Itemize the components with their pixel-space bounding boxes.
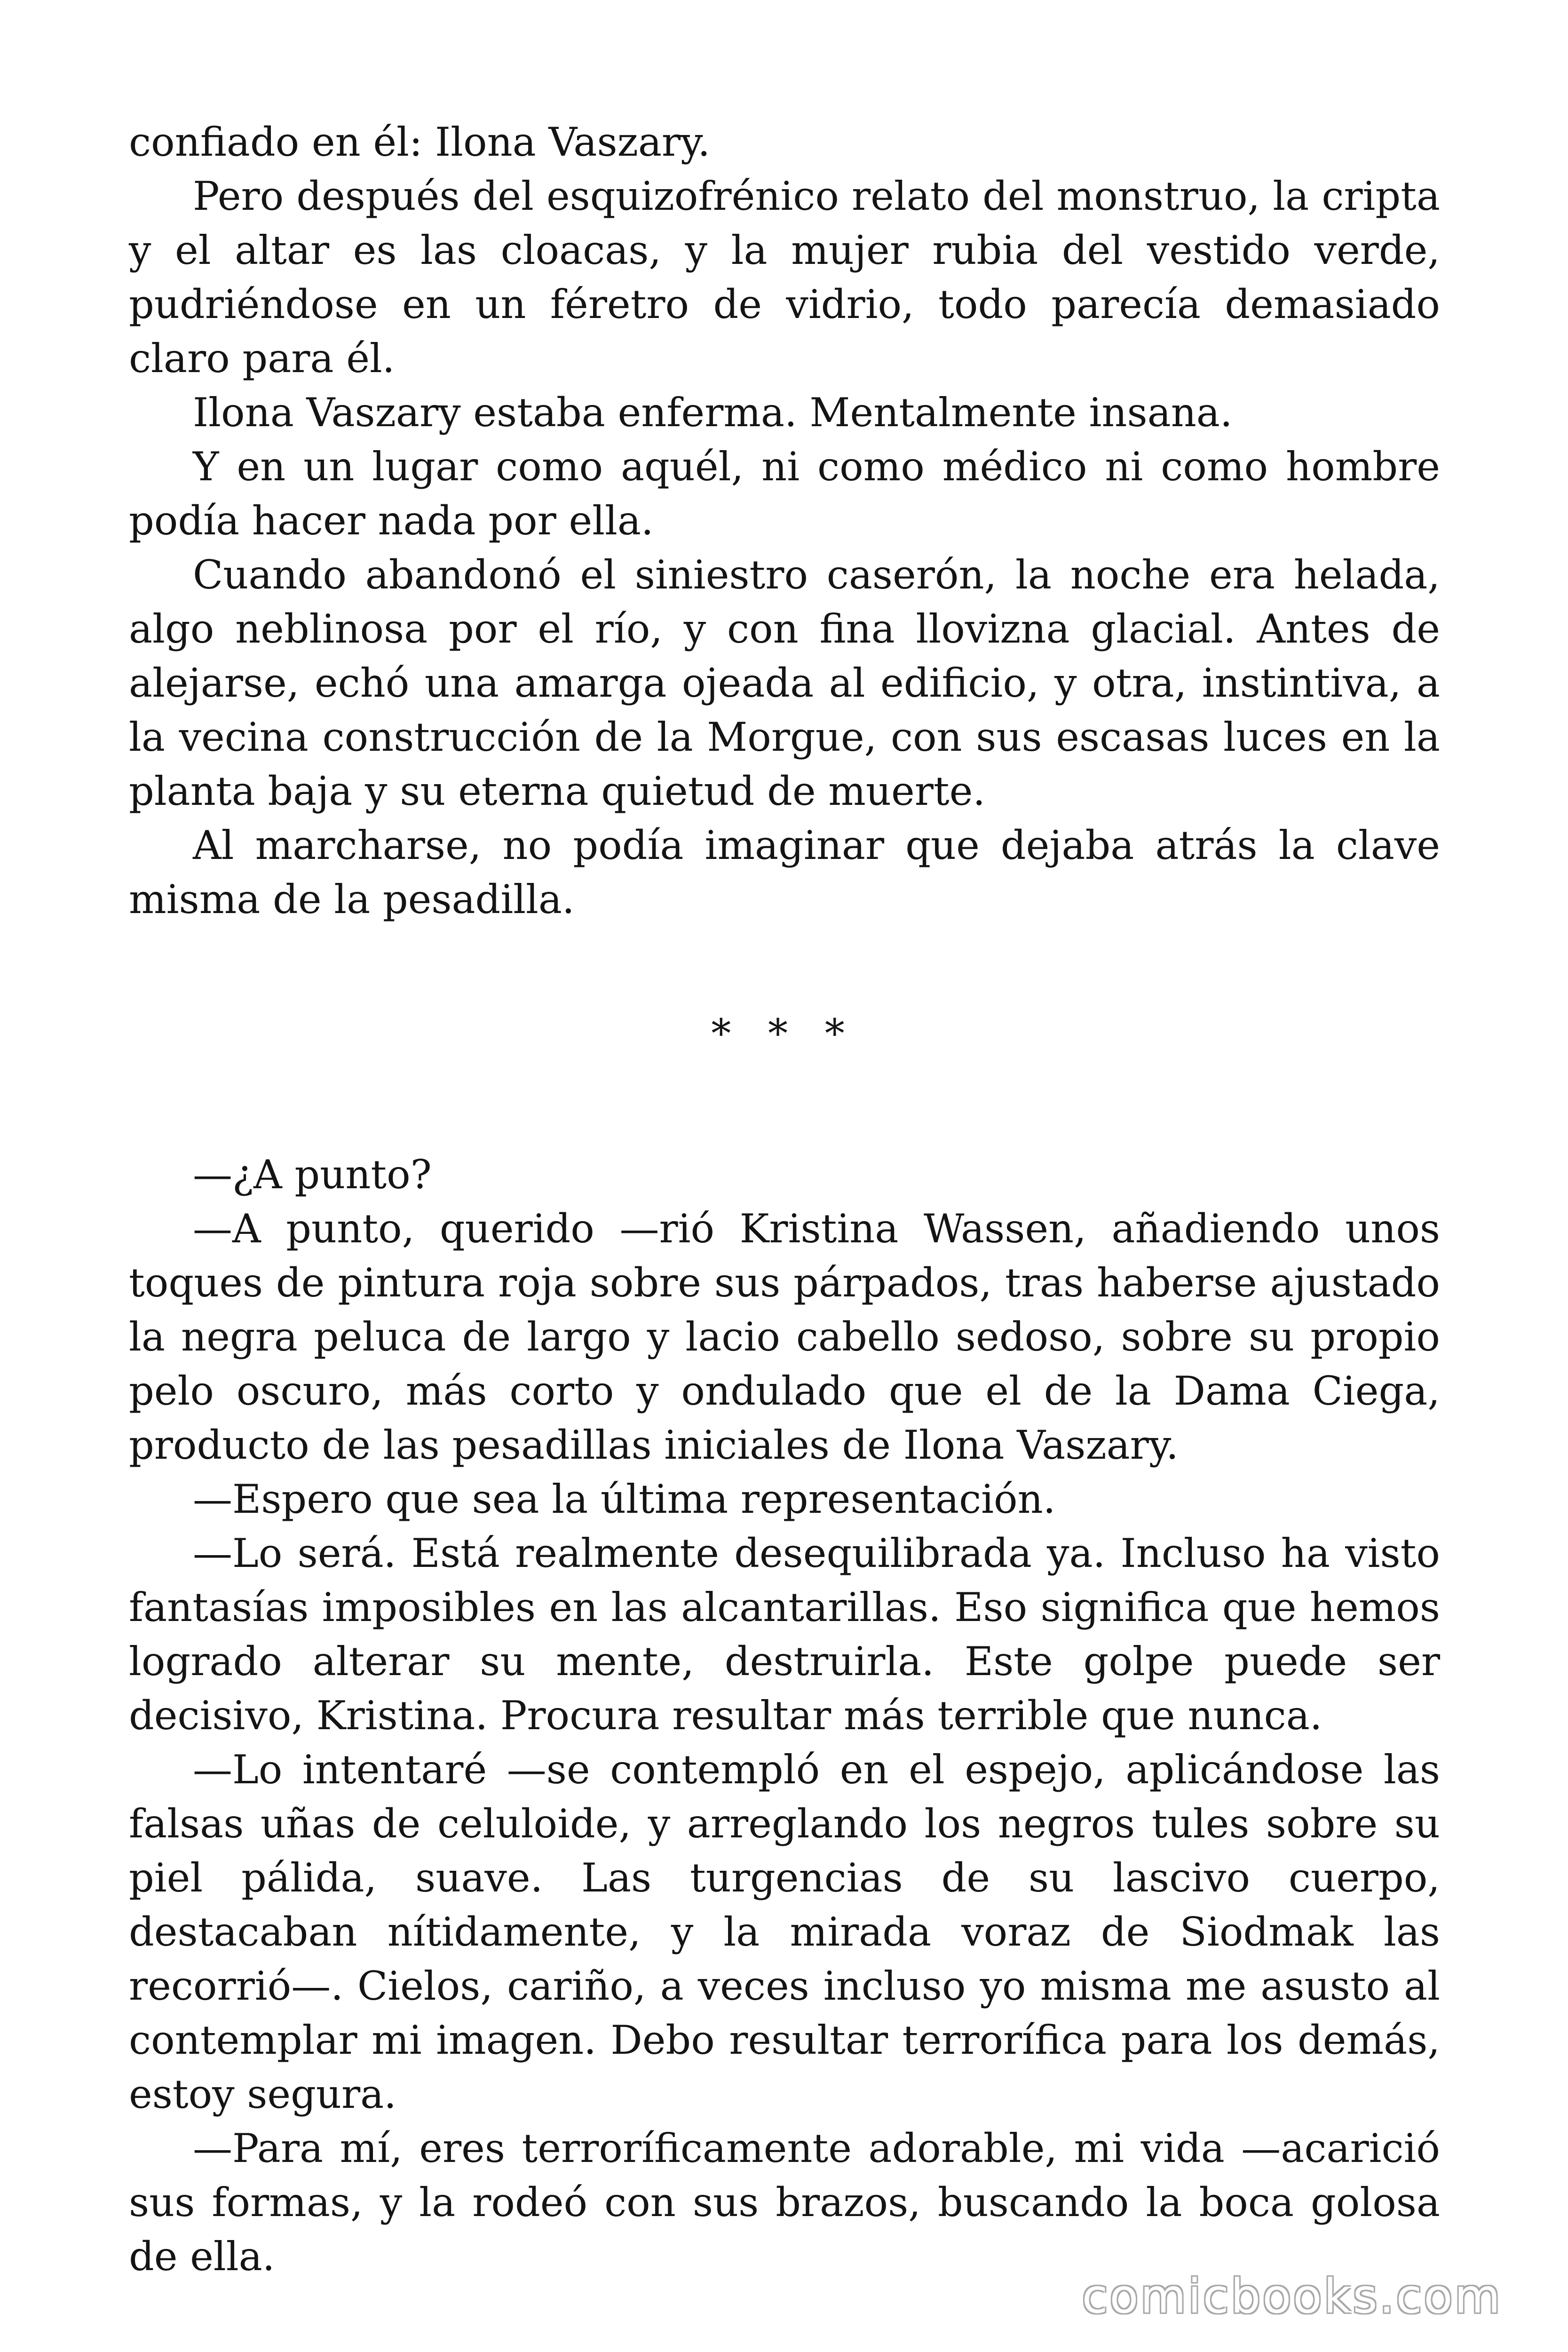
dialogue-paragraph: —A punto, querido —rió Kristina Wassen, añadiendo unos toques de pintura roja sobre sus párpados, tras haberse ajustado la negra peluca de largo y lacio cabello sedoso, sobre su propio pelo oscuro, más corto y ondulado que el de la Dama Ciega, producto de las pesadillas iniciales de Ilona Vaszary. <box>129 1206 1440 1468</box>
paragraph: Pero después del esquizofrénico relato del monstruo, la cripta y el altar es las cloacas, y la mujer rubia del vestido verde, pudriéndose en un féretro de vidrio, todo parecía demasiado claro para él. <box>129 173 1440 381</box>
top-text-section <box>129 115 1440 927</box>
watermark-logo: comicbooks.com <box>1082 2269 1502 2324</box>
paragraph: Y en un lugar como aquél, ni como médico ni como hombre podía hacer nada por ella. <box>129 444 1440 544</box>
bottom-text-section <box>129 1148 1440 2284</box>
paragraph: Ilona Vaszary estaba enferma. Mentalmente insana. <box>193 389 1233 436</box>
paragraph-continuation: confiado en él: Ilona Vaszary. <box>129 119 711 165</box>
section-separator: * * * <box>711 1010 857 1057</box>
dialogue-paragraph: —Espero que sea la última representación. <box>193 1476 1056 1522</box>
dialogue-paragraph: —Lo intentaré —se contempló en el espejo, aplicándose las falsas uñas de celuloide, y arreglando los negros tules sobre su piel pálida, suave. Las turgencias de su lascivo cuerpo, destacaban nítidamente, y la mirada voraz de Siodmak las recorrió—. Cielos, cariño, a veces incluso yo misma me asusto al contemplar mi imagen. Debo resultar terrorífica para los demás, estoy segura. <box>129 1747 1440 2117</box>
paragraph: Al marcharse, no podía imaginar que dejaba atrás la clave misma de la pesadilla. <box>129 822 1440 922</box>
dialogue-paragraph: —Lo será. Está realmente desequilibrada ya. Incluso ha visto fantasías imposibles en las alcantarillas. Eso significa que hemos logrado alterar su mente, destruirla. Este golpe puede ser decisivo, Kristina. Procura resultar más terrible que nunca. <box>129 1530 1440 1739</box>
dialogue-paragraph: —Para mí, eres terroríficamente adorable, mi vida —acarició sus formas, y la rodeó con sus brazos, buscando la boca golosa de ella. <box>129 2125 1440 2280</box>
paragraph: Cuando abandonó el siniestro caserón, la noche era helada, algo neblinosa por el río, y con fina llovizna glacial. Antes de alejarse, echó una amarga ojeada al edificio, y otra, instintiva, a la vecina construcción de la Morgue, con sus escasas luces en la planta baja y su eterna quietud de muerte. <box>129 552 1440 814</box>
dialogue-paragraph: —¿A punto? <box>193 1152 432 1198</box>
